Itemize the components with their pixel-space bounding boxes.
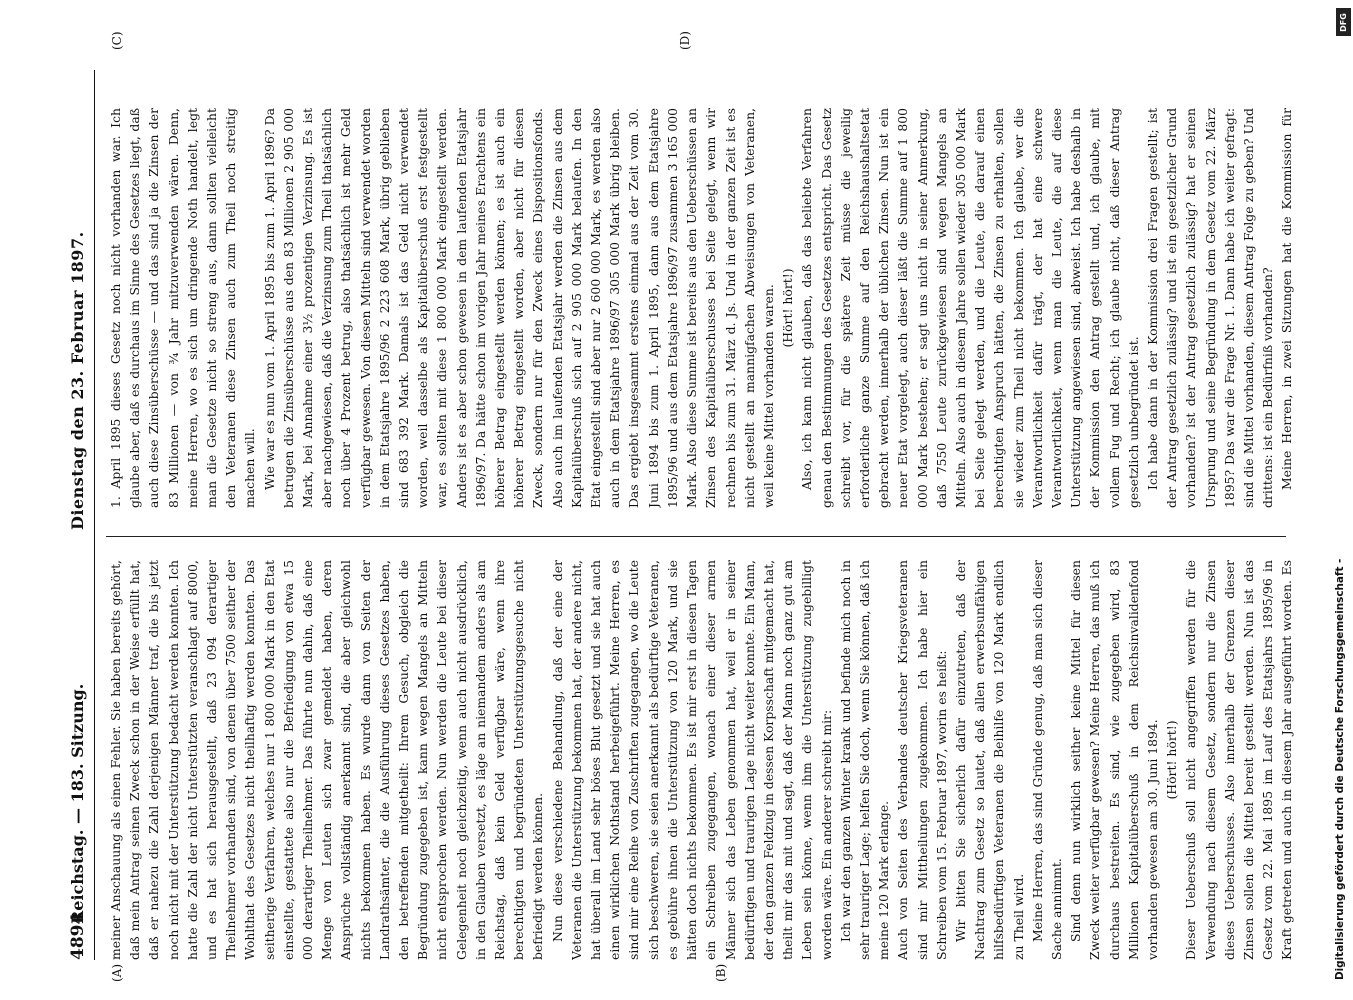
left-text-column — [106, 560, 1296, 960]
paragraph: Ich war den ganzen Winter krank und befinde mich noch in sehr trauriger Lage; helfen Sie doch, wenn Sie können, daß ich meine 120 Mark erlange. — [837, 560, 892, 960]
paragraph: Also, ich kann nicht glauben, daß das beliebte Verfahren genau den Bestimmungen des Gesetzes entspricht. Das Gesetz schreibt vor, für die spätere Zeit müsse die jeweilig erforderliche ganze Summe auf den Reichshaushaltsetat gebracht werden, innerhalb der üblichen Zinsen. Nun ist ein neuer Etat vorgelegt, auch dieser läßt die Summe auf 1 800 000 Mark bestehen; er sagt uns nicht in seiner Anmerkung, daß 7550 Leute zurückgewiesen sind wegen Mangels an Mitteln. Also auch in diesem Jahre sollen wieder 305 000 Mark bei Seite gelegt werden, und die Leute, die darauf einen berechtigten Anspruch hätten, die Zinsen zu erhalten, sollen sie wieder zum Theil nicht bekommen. Ich glaube, wer die Verantwortlichkeit dafür trägt, der hat eine schwere Verantwortlichkeit, wenn man die Leute, die auf diese Unterstützung angewiesen sind, abweist. Ich habe deshalb in der Kommission den Antrag gestellt und, ich glaube, mit vollem Fug und Recht; ich glaube nicht, daß dieser Antrag gesetzlich unbegründet ist. — [799, 108, 1141, 508]
right-text-column — [106, 108, 1296, 508]
paragraph: Sind denn nun wirklich seither keine Mittel für diesen Zweck weiter verfügbar gewesen? Meine Herren, das muß ich durchaus bestreiten. Es sind, wie zugegeben wird, 83 Millionen Kapitalüberschuß in dem Reichsinvalidenfond vorhanden gewesen am 30. Juni 1894. — [1068, 560, 1160, 960]
paragraph: Wir bitten Sie sicherlich dafür einzutreten, daß der Nachtrag zum Gesetz so lautet, daß allen erwerbsunfähigen hilfsbedürftigen Veteranen die Beihilfe von 120 Mark endlich zu Theil wird. — [952, 560, 1026, 960]
paragraph: (Hört! hört!) — [780, 268, 796, 348]
paragraph: Dieser Ueberschuß soll nicht angegriffen werden für die Verwendung nach diesem Gesetz, sondern nur die Zinsen dieses Ueberschusses. Also innerhalb der Grenzen dieser Zinsen sollen die Mittel bereit gestellt werden. Nun ist das Gesetz vom 22. Mai 1895 im Lauf des Etatsjahrs 1895/96 in Kraft getreten und auch in diesem Jahr ausgeführt worden. Es — [1183, 560, 1295, 960]
paragraph: Wie war es nun vom 1. April 1895 bis zum 1. April 1896? Da betrugen die Zinsüberschüsse aus den 83 Millionen 2 905 000 Mark, bei Annahme einer 3½ prozentigen Verzinsung. Es ist aber nachgewiesen, daß die Verzinsung zum Theil thatsächlich noch über 4 Prozent betrug, also thatsächlich ist mehr Geld verfügbar gewesen. Von diesen Mitteln sind verwendet worden in dem Etatsjahre 1895/96 2 223 608 Mark, übrig geblieben sind 683 392 Mark. Damals ist das Geld nicht verwendet worden, weil dasselbe als Kapitalüberschuß erst festgestellt war, es sollten mit diese 1 800 000 Mark eingestellt werden. Anders ist es aber schon gewesen in dem laufenden Etatsjahr 1896/97. Da hätte schon im vorigen Jahr meines Erachtens ein höherer Betrag eingestellt werden können; es ist auch ein höherer Betrag eingestellt worden, aber nicht für diesen Zweck, sondern nur für den Zweck eines Dispositionsfonds. Also auch im laufenden Etatsjahr werden die Zinsen aus dem Kapitalüberschuß sich auf 2 905 000 Mark belaufen. In den Etat eingestellt sind aber nur 2 600 000 Mark, es werden also auch in dem Etatsjahre 1896/97 305 000 Mark übrig bleiben. Das ergiebt insgesammt erstens einmal aus der Zeit vom 30. Juni 1894 bis zum 1. April 1895, dann aus dem Etatsjahre 1895/96 und aus dem Etatsjahre 1896/97 zusammen 3 165 000 Mark. Also diese Summe ist bereits aus den Ueberschüssen an Zinsen des Kapitalüberschusses bei Seite gelegt, wenn wir rechnen bis zum 31. März d. Js. Und in der ganzen Zeit ist es nicht gestellt an mannigfachen Abweisungen von Veteranen, weil keine Mittel vorhanden waren. — [261, 108, 776, 508]
header-date: Dienstag den 23. Februar 1897. — [68, 231, 87, 530]
digitization-credit: Digitalisierung gefördert durch die Deutsche Forschungsgemeinschaft - — [1334, 558, 1346, 980]
paragraph: meiner Anschauung als einen Fehler. Sie haben bereits gehört, daß mein Antrag seinen Zweck schon in der Weise erfüllt hat, daß er nahezu die Zahl derjenigen Männer traf, die bis jetzt noch nicht mit der Unterstützung bedacht werden konnten. Ich hatte die Zahl der nicht Unterstützten veranschlagt auf 8000, und es hat sich herausgestellt, daß 23 094 derartiger Theilnehmer vorhanden sind, von denen über 7500 seither der Wohlthat des Gesetzes nicht theilhaftig werden konnten. Das seitherige Verfahren, welches nur 1 800 000 Mark in den Etat einstellte, gestattete also nur die Befriedigung von etwa 15 000 derartiger Theilnehmer. Das führte nun dahin, daß eine Menge von Leuten sich zwar gemeldet haben, deren Ansprüche vollständig anerkannt sind, die aber gleichwohl nichts bekommen haben. Es wurde dann von Seiten der Landrathsämter, die die Ausführung dieses Gesetzes haben, den betreffenden mitgetheilt: Ihrem Gesuch, obgleich die Begründung zugegeben ist, kann wegen Mangels an Mitteln nicht entsprochen werden. Nun werden die Leute bei dieser Gelegenheit noch gleichzeitig, wenn auch nicht ausdrücklich, in den Glauben versetzt, es läge an niemandem anders als am Reichstag, daß kein Geld verfügbar wäre, wenn ihre berechtigten und begründeten Unterstützungsgesuche nicht befriedigt werden können. — [108, 560, 546, 960]
paragraph: 1. April 1895 dieses Gesetz noch nicht vorhanden war. Ich glaube aber, daß es durchaus im Sinne des Gesetzes liegt, daß auch diese Zinsüberschüsse — und das sind ja die Zinsen der 83 Millionen — von ¾ Jahr mitzuverwenden wären. Denn, meine Herren, wo es sich um dringende Noth handelt, legt man die Gesetze nicht so streng aus, dann sollten vielleicht den Veteranen diese Zinsen auch zum Theil noch streitig machen will. — [108, 108, 258, 508]
paragraph: Ich habe dann in der Kommission drei Fragen gestellt; ist der Antrag gesetzlich zulässig? und ist ein gesetzlicher Grund vorhanden? ist der Antrag gesetzlich zulässig? hat er seinen Ursprung und seine Begründung in dem Gesetz vom 22. März 1895? Das war die Frage Nr. 1. Dann habe ich weiter gefragt: sind die Mittel vorhanden, diesem Antrag Folge zu geben? Und drittens: ist ein Bedürfniß vorhanden? — [1144, 108, 1276, 508]
paragraph: Meine Herren, das sind Gründe genug, daß man sich dieser Sache annimmt. — [1029, 560, 1064, 960]
header-session-title: Reichstag. — 183. Sitzung. — [68, 683, 87, 924]
page-number: 4894 — [68, 912, 88, 960]
paragraph: Auch von Seiten des Verbandes deutscher Kriegsveteranen sind mir Mittheilungen zugekommen. Ich habe hier ein Schreiben vom 15. Februar 1897, worin es heißt: — [895, 560, 949, 960]
margin-letter-c: (C) — [110, 31, 124, 50]
paragraph: Nun diese verschiedene Behandlung, daß der eine der Veteranen die Unterstützung bekommen hat, der andere nicht, hat überall im Land sehr böses Blut gesetzt und sie hat auch einen wirklichen Nothstand herbeigeführt. Meine Herren, es sind mir eine Reihe von Zuschriften zugegangen, wo die Leute sich beschweren, sie seien anerkannt als bedürftige Veteranen, es gebühre ihnen die Unterstützung von 120 Mark, und sie hätten doch nichts bekommen. Es ist mir erst in diesen Tagen ein Schreiben zugegangen, wonach einer dieser armen Männer sich das Leben genommen hat, weil er in seiner bedürftigen und traurigen Lage nicht weiter konnte. Ein Mann, der den ganzen Feldzug in dessen Korpsschaft mitgemacht hat, theilt mir das mit und sagt, daß der Mann noch ganz gut am Leben sein könne, wenn ihm die Unterstützung zugebilligt worden wäre. Ein anderer schreibt mir: — [549, 560, 834, 960]
margin-letter-d: (D) — [678, 31, 692, 50]
dfg-logo-text: DFG — [1339, 12, 1349, 32]
rotated-page — [26, 0, 1326, 1000]
running-header — [64, 70, 95, 960]
paragraph: Meine Herren, in zwei Sitzungen hat die Kommission für — [1279, 108, 1295, 490]
margin-letter-a: (A) — [110, 963, 124, 982]
margin-letter-b: (B) — [714, 963, 728, 982]
column-divider — [106, 536, 1286, 537]
paragraph: (Hört! hört!) — [1164, 720, 1180, 800]
